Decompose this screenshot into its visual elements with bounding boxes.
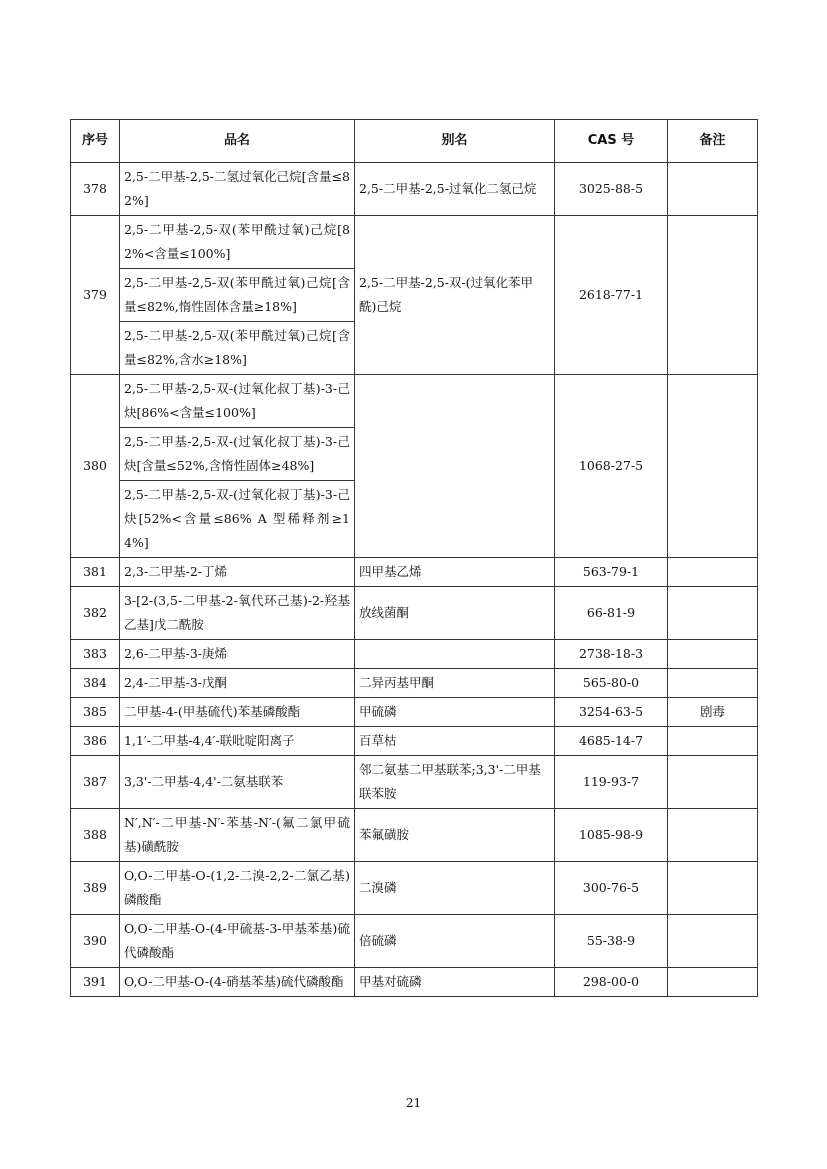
product-name: 2,5-二甲基-2,5-双-(过氧化叔丁基)-3-己炔[含量≤52%,含惰性固体≥48%] — [120, 428, 355, 481]
row-number: 385 — [71, 698, 120, 727]
remark — [668, 727, 758, 756]
cas-number: 119-93-7 — [555, 756, 668, 809]
row-number: 379 — [71, 216, 120, 375]
product-name: 2,6-二甲基-3-庚烯 — [120, 640, 355, 669]
row-number: 388 — [71, 809, 120, 862]
alias-name: 二溴磷 — [355, 862, 555, 915]
product-name: 二甲基-4-(甲基硫代)苯基磷酸酯 — [120, 698, 355, 727]
table-row — [71, 862, 758, 915]
product-name: O,O-二甲基-O-(1,2-二溴-2,2-二氯乙基)磷酸酯 — [120, 862, 355, 915]
row-number: 382 — [71, 587, 120, 640]
page-number: 21 — [405, 1096, 422, 1110]
alias-name: 四甲基乙烯 — [355, 558, 555, 587]
product-name: 2,3-二甲基-2-丁烯 — [120, 558, 355, 587]
product-name: 2,5-二甲基-2,5-二氢过氧化己烷[含量≤82%] — [120, 163, 355, 216]
row-number: 389 — [71, 862, 120, 915]
cas-number: 298-00-0 — [555, 968, 668, 997]
cas-number: 565-80-0 — [555, 669, 668, 698]
cas-number: 3254-63-5 — [555, 698, 668, 727]
product-name: 2,4-二甲基-3-戊酮 — [120, 669, 355, 698]
table-row — [71, 727, 758, 756]
row-number: 384 — [71, 669, 120, 698]
table-row — [71, 558, 758, 587]
row-number: 386 — [71, 727, 120, 756]
remark — [668, 163, 758, 216]
table-row — [71, 163, 758, 216]
header-alias: 别名 — [355, 120, 555, 163]
table-row — [71, 698, 758, 727]
product-name: 2,5-二甲基-2,5-双(苯甲酰过氧)己烷[82%<含量≤100%] — [120, 216, 355, 269]
cas-number: 3025-88-5 — [555, 163, 668, 216]
product-name: 2,5-二甲基-2,5-双(苯甲酰过氧)己烷[含量≤82%,含水≥18%] — [120, 322, 355, 375]
alias-name: 2,5-二甲基-2,5-双-(过氧化苯甲酰)己烷 — [355, 216, 555, 375]
header-cas: CAS 号 — [555, 120, 668, 163]
alias-name — [355, 640, 555, 669]
header-seq: 序号 — [71, 120, 120, 163]
alias-name: 甲硫磷 — [355, 698, 555, 727]
alias-name: 放线菌酮 — [355, 587, 555, 640]
cas-number: 1068-27-5 — [555, 375, 668, 558]
row-number: 390 — [71, 915, 120, 968]
table-row — [71, 915, 758, 968]
remark — [668, 669, 758, 698]
table-row — [71, 587, 758, 640]
remark — [668, 640, 758, 669]
table-row — [71, 640, 758, 669]
product-name: O,O-二甲基-O-(4-甲硫基-3-甲基苯基)硫代磷酸酯 — [120, 915, 355, 968]
cas-number: 563-79-1 — [555, 558, 668, 587]
row-number: 387 — [71, 756, 120, 809]
remark: 剧毒 — [668, 698, 758, 727]
cas-number: 4685-14-7 — [555, 727, 668, 756]
remark — [668, 375, 758, 558]
table-row — [71, 216, 758, 269]
cas-number: 55-38-9 — [555, 915, 668, 968]
alias-name: 甲基对硫磷 — [355, 968, 555, 997]
remark — [668, 809, 758, 862]
table-row — [71, 375, 758, 428]
product-name: 1,1′-二甲基-4,4′-联吡啶阳离子 — [120, 727, 355, 756]
remark — [668, 216, 758, 375]
cas-number: 2618-77-1 — [555, 216, 668, 375]
remark — [668, 587, 758, 640]
product-name: 2,5-二甲基-2,5-双-(过氧化叔丁基)-3-己炔[86%<含量≤100%] — [120, 375, 355, 428]
remark — [668, 915, 758, 968]
alias-name: 二异丙基甲酮 — [355, 669, 555, 698]
row-number: 380 — [71, 375, 120, 558]
product-name: 2,5-二甲基-2,5-双(苯甲酰过氧)己烷[含量≤82%,惰性固体含量≥18%] — [120, 269, 355, 322]
alias-name — [355, 375, 555, 558]
cas-number: 66-81-9 — [555, 587, 668, 640]
remark — [668, 862, 758, 915]
table-row — [71, 756, 758, 809]
product-name: N′,N′-二甲基-N′-苯基-N′-(氟二氯甲硫基)磺酰胺 — [120, 809, 355, 862]
cas-number: 1085-98-9 — [555, 809, 668, 862]
row-number: 381 — [71, 558, 120, 587]
table-row — [71, 809, 758, 862]
remark — [668, 558, 758, 587]
alias-name: 邻二氨基二甲基联苯;3,3'-二甲基联苯胺 — [355, 756, 555, 809]
header-note: 备注 — [668, 120, 758, 163]
product-name: 3-[2-(3,5-二甲基-2-氧代环己基)-2-羟基乙基]戊二酰胺 — [120, 587, 355, 640]
table-row — [71, 669, 758, 698]
alias-name: 2,5-二甲基-2,5-过氧化二氢己烷 — [355, 163, 555, 216]
header-name: 品名 — [120, 120, 355, 163]
cas-number: 300-76-5 — [555, 862, 668, 915]
product-name: 2,5-二甲基-2,5-双-(过氧化叔丁基)-3-己炔[52%<含量≤86% A 型稀释剂≥14%] — [120, 481, 355, 558]
product-name: 3,3'-二甲基-4,4'-二氨基联苯 — [120, 756, 355, 809]
product-name: O,O-二甲基-O-(4-硝基苯基)硫代磷酸酯 — [120, 968, 355, 997]
row-number: 378 — [71, 163, 120, 216]
table-row — [71, 968, 758, 997]
remark — [668, 968, 758, 997]
cas-number: 2738-18-3 — [555, 640, 668, 669]
alias-name: 百草枯 — [355, 727, 555, 756]
alias-name: 倍硫磷 — [355, 915, 555, 968]
table-header-row — [71, 120, 758, 163]
chemical-table — [70, 119, 758, 997]
alias-name: 苯氟磺胺 — [355, 809, 555, 862]
row-number: 391 — [71, 968, 120, 997]
row-number: 383 — [71, 640, 120, 669]
remark — [668, 756, 758, 809]
